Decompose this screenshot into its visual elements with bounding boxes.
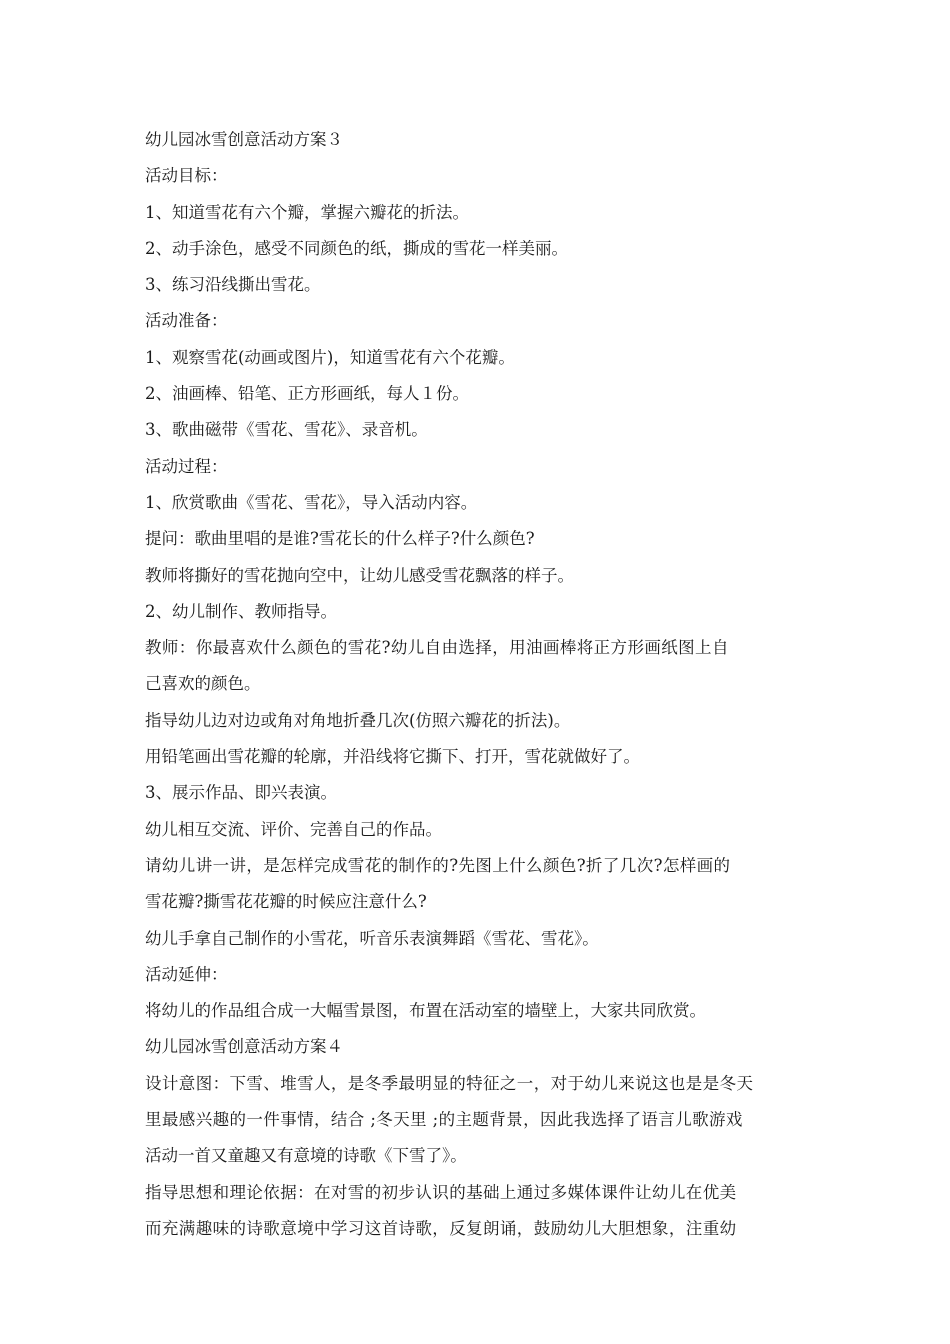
text-line: 2、动手涂色，感受不同颜色的纸，撕成的雪花一样美丽。 [145,238,568,258]
text-line: 设计意图：下雪、堆雪人，是冬季最明显的特征之一，对于幼儿来说这也是是冬天 [145,1073,754,1093]
document-body [145,122,810,1247]
text-line: 教师：你最喜欢什么颜色的雪花?幼儿自由选择，用油画棒将正方形画纸图上自 [145,638,729,658]
text-line: 将幼儿的作品组合成一大幅雪景图，布置在活动室的墙壁上，大家共同欣赏。 [145,1001,706,1021]
text-line: 幼儿手拿自己制作的小雪花，听音乐表演舞蹈《雪花、雪花》。 [145,928,599,948]
text-line: 己喜欢的颜色。 [145,674,261,694]
heading-activity-extension: 活动延伸： [145,964,228,984]
text-line: 用铅笔画出雪花瓣的轮廓，并沿线将它撕下、打开，雪花就做好了。 [145,747,640,767]
heading-activity-preparation: 活动准备： [145,311,228,331]
text-line: 1、观察雪花(动画或图片)，知道雪花有六个花瓣。 [145,347,515,367]
text-line: 指导幼儿边对边或角对角地折叠几次(仿照六瓣花的折法)。 [145,710,571,730]
text-line: 活动一首又童趣又有意境的诗歌《下雪了》。 [145,1146,467,1166]
text-line: 2、油画棒、铅笔、正方形画纸，每人１份。 [145,384,469,404]
text-line: 请幼儿讲一讲，是怎样完成雪花的制作的?先图上什么颜色?折了几次?怎样画的 [145,855,731,875]
text-line: 3、歌曲磁带《雪花、雪花》、录音机。 [145,420,428,440]
text-line: 指导思想和理论依据：在对雪的初步认识的基础上通过多媒体课件让幼儿在优美 [145,1182,737,1202]
text-line: 里最感兴趣的一件事情，结合 ;冬天里 ;的主题背景，因此我选择了语言儿歌游戏 [145,1110,743,1130]
text-line: 教师将撕好的雪花抛向空中，让幼儿感受雪花飘落的样子。 [145,565,574,585]
text-line: 而充满趣味的诗歌意境中学习这首诗歌，反复朗诵，鼓励幼儿大胆想象，注重幼 [145,1218,737,1238]
text-line: 雪花瓣?撕雪花花瓣的时候应注意什么? [145,892,427,912]
heading-activity-goals: 活动目标： [145,166,228,186]
text-line: 3、练习沿线撕出雪花。 [145,275,321,295]
text-line: 2、幼儿制作、教师指导。 [145,601,337,621]
text-line: 提问：歌曲里唱的是谁?雪花长的什么样子?什么颜色? [145,529,535,549]
text-line: 1、知道雪花有六个瓣，掌握六瓣花的折法。 [145,202,469,222]
text-line: 幼儿相互交流、评价、完善自己的作品。 [145,819,442,839]
section-title: 幼儿园冰雪创意活动方案４ [145,1037,343,1057]
heading-activity-process: 活动过程： [145,456,228,476]
text-line: 1、欣赏歌曲《雪花、雪花》，导入活动内容。 [145,492,478,512]
section-title: 幼儿园冰雪创意活动方案３ [145,130,343,149]
text-line: 3、展示作品、即兴表演。 [145,783,337,803]
